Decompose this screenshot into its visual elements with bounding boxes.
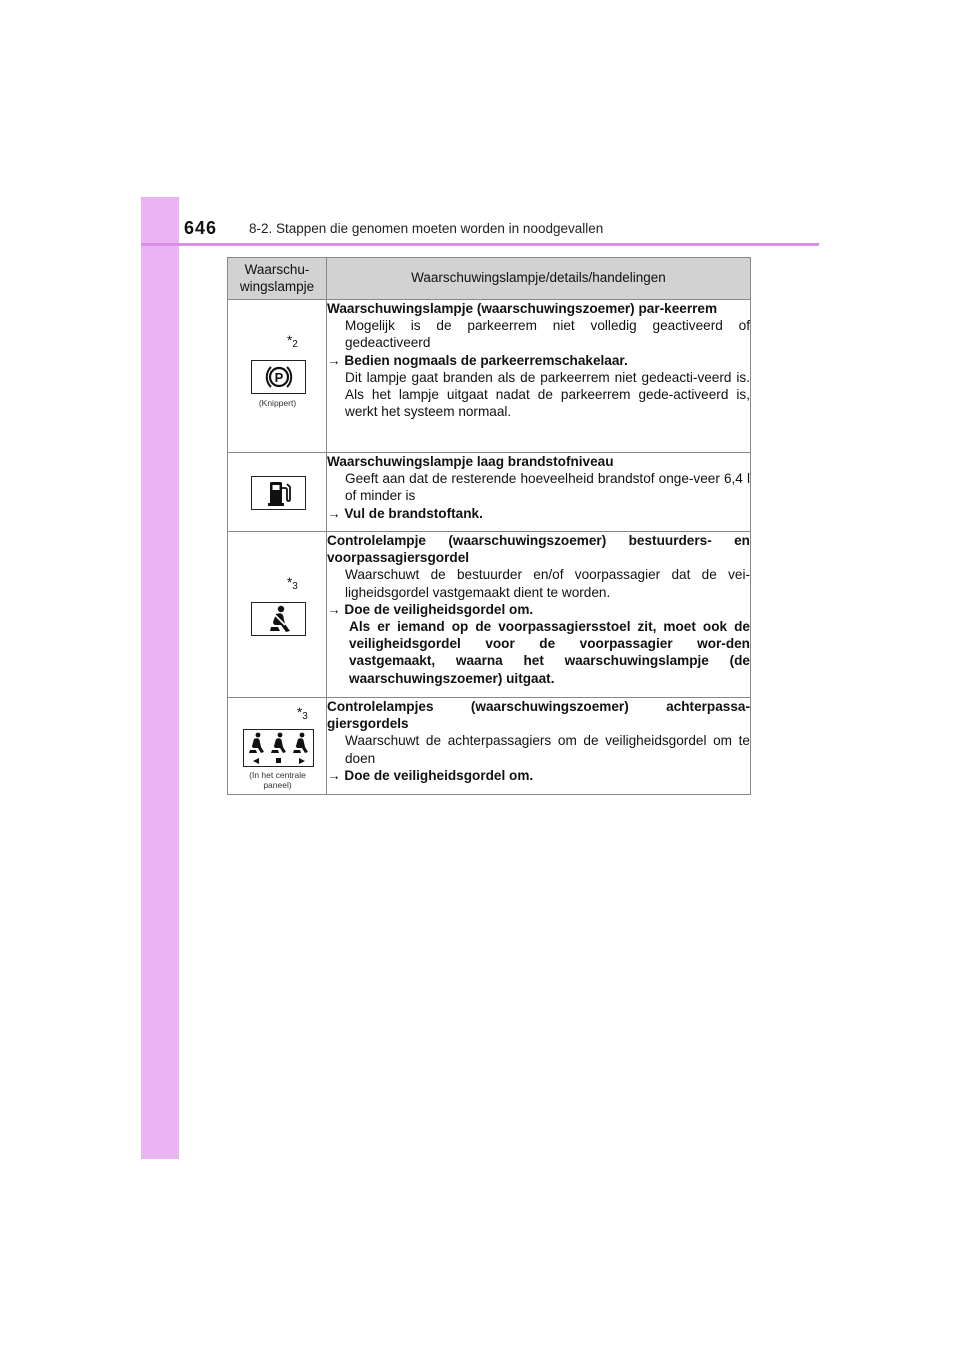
row-action: → Doe de veiligheidsgordel om. xyxy=(327,767,534,783)
row-extra: Dit lampje gaat branden als de parkeerrem niet gedeacti-veerd is. Als het lampje uitgaat nadat de parkeerrem gede-activeerd is, werkt het systeem normaal. xyxy=(345,369,750,420)
footnote-marker: $*_3$ xyxy=(287,575,298,592)
table-row xyxy=(228,453,751,532)
row-action: → Doe de veiligheidsgordel om. xyxy=(327,601,534,617)
row-action: → Bedien nogmaals de parkeerremschakelaar. xyxy=(327,352,628,368)
col-header-light: Waarschu- wingslampje xyxy=(228,258,327,300)
table-row xyxy=(228,300,751,453)
row-title: Waarschuwingslampje laag brandstofniveau xyxy=(327,454,614,469)
row-description: Geeft aan dat de resterende hoeveelheid brandstof onge-veer 6,4 l of minder is xyxy=(345,471,750,504)
svg-text:P: P xyxy=(274,370,283,385)
row-description: Waarschuwt de achterpassagiers om de veiligheidsgordel om te doen xyxy=(345,733,750,766)
icon-cell xyxy=(228,453,327,532)
row-title: Waarschuwingslampje (waarschuwingszoemer) par-keerrem xyxy=(327,301,718,316)
icon-caption: (Knippert) xyxy=(258,398,297,408)
table-row xyxy=(228,698,751,795)
row-title: Controlelampje (waarschuwingszoemer) bestuurders- en voorpassagiersgordel xyxy=(327,533,750,566)
details-cell xyxy=(327,532,751,698)
icon-cell xyxy=(228,532,327,698)
fuel-pump-icon xyxy=(251,476,306,510)
details-cell xyxy=(327,698,751,795)
table-row xyxy=(228,532,751,698)
section-title: 8-2. Stappen die genomen moeten worden in noodgevallen xyxy=(249,221,604,236)
seatbelt-icon xyxy=(251,602,306,636)
details-cell xyxy=(327,453,751,532)
rear-seatbelts-icon xyxy=(243,729,314,767)
col-header-details: Waarschuwingslampje/details/handelingen xyxy=(327,258,751,300)
row-description: Mogelijk is de parkeerrem niet volledig geactiveerd of gedeactiveerd xyxy=(345,318,750,351)
footnote-marker: $*_2$ xyxy=(287,333,298,350)
warning-lights-table xyxy=(227,257,751,795)
table-header-row xyxy=(228,258,751,300)
row-title: Controlelampjes (waarschuwingszoemer) achterpassa-giersgordels xyxy=(327,699,750,732)
footnote-marker: $*_3$ xyxy=(297,705,308,722)
row-note: Als er iemand op de voorpassagiersstoel zit, moet ook de veiligheidsgordel voor de voorpassagier wor-den vastgemaakt, waarna het waarschuwingslampje (de waarschuwingszoemer) uitgaat. xyxy=(349,619,750,686)
page-number: 646 xyxy=(184,218,218,238)
header-rule xyxy=(141,243,819,246)
icon-caption: (In het centrale paneel) xyxy=(249,770,306,790)
icon-cell xyxy=(228,300,327,453)
icon-cell xyxy=(228,698,327,795)
parking-brake-icon xyxy=(251,360,306,394)
row-action: → Vul de brandstoftank. xyxy=(327,505,483,521)
sidebar-tab xyxy=(141,197,179,1159)
details-cell xyxy=(327,300,751,453)
row-description: Waarschuwt de bestuurder en/of voorpassagier dat de vei-ligheidsgordel vastgemaakt dient te worden. xyxy=(345,567,750,600)
